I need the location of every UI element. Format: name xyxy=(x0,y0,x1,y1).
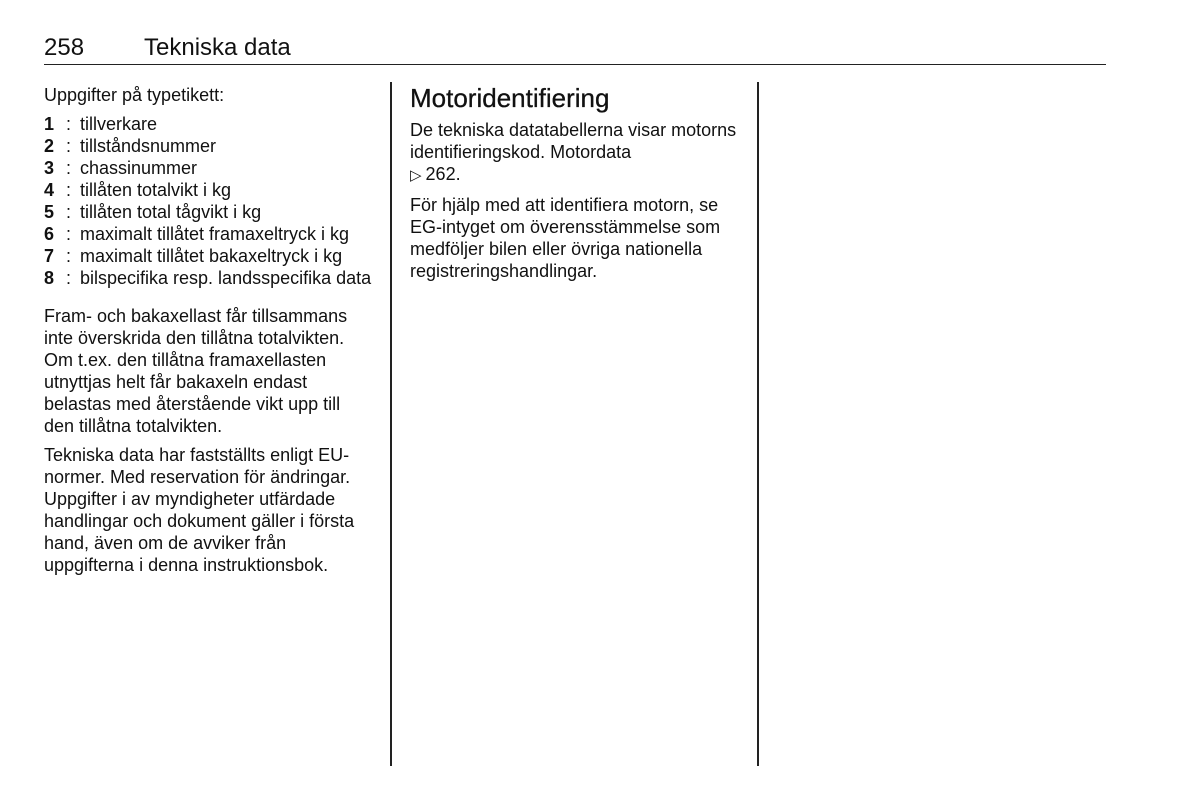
item-description: chassinummer xyxy=(80,158,198,178)
item-number: 7 xyxy=(44,246,55,266)
item-number: 2 xyxy=(44,136,55,156)
arrow-reference-icon: ▷ xyxy=(410,167,422,184)
item-separator: : xyxy=(66,268,72,288)
item-description: bilspecifika resp. landsspecifika data xyxy=(80,268,372,288)
label-item xyxy=(44,245,374,267)
item-description: tillverkare xyxy=(80,114,158,134)
eu-norms-paragraph: Tekniska data har fastställts enligt EU-normer. Med reservation för ändringar. Uppgifter i av myndigheter utfärdade handlingar och dokument gäller i första hand, även om de avviker från uppgifterna i denna instruktionsbok. xyxy=(44,445,355,575)
label-item xyxy=(44,201,374,223)
left-column xyxy=(44,84,374,583)
section-title: Tekniska data xyxy=(144,34,291,61)
item-description: maximalt tillåtet framaxeltryck i kg xyxy=(80,224,350,244)
item-number: 4 xyxy=(44,180,55,200)
item-number: 5 xyxy=(44,202,55,222)
item-number: 1 xyxy=(44,114,55,134)
item-separator: : xyxy=(66,180,72,200)
item-description: tillåten total tågvikt i kg xyxy=(80,202,262,222)
label-item xyxy=(44,135,374,157)
label-item xyxy=(44,223,374,245)
page-header xyxy=(44,34,1106,65)
label-item xyxy=(44,157,374,179)
item-number: 8 xyxy=(44,268,55,288)
page-number: 258 xyxy=(44,34,85,61)
item-separator: : xyxy=(66,246,72,266)
item-description: tillståndsnummer xyxy=(80,136,217,156)
item-separator: : xyxy=(66,158,72,178)
label-items-list xyxy=(44,113,374,289)
item-separator: : xyxy=(66,136,72,156)
reference-page[interactable]: 262. xyxy=(425,164,461,184)
item-separator: : xyxy=(66,224,72,244)
label-item xyxy=(44,113,374,135)
engine-data-paragraph xyxy=(410,119,746,187)
right-column xyxy=(410,83,746,289)
column-divider-right xyxy=(757,82,759,766)
engine-data-text: De tekniska datatabellerna visar motorns identifieringskod. Motordata xyxy=(410,120,737,162)
item-description: tillåten totalvikt i kg xyxy=(80,180,232,200)
section-heading: Motoridentifiering xyxy=(410,83,610,113)
item-number: 3 xyxy=(44,158,55,178)
column-divider-left xyxy=(390,82,392,766)
item-separator: : xyxy=(66,114,72,134)
label-item xyxy=(44,179,374,201)
item-description: maximalt tillåtet bakaxeltryck i kg xyxy=(80,246,343,266)
label-intro: Uppgifter på typetikett: xyxy=(44,85,225,105)
item-separator: : xyxy=(66,202,72,222)
label-item xyxy=(44,267,374,289)
item-number: 6 xyxy=(44,224,55,244)
axle-load-paragraph: Fram- och bakaxellast får tillsammans inte överskrida den tillåtna totalvikten. Om t.ex. den tillåtna framaxellasten utnyttjas helt får bakaxeln endast belastas med återstående vikt upp till den tillåtna totalvikten. xyxy=(44,306,348,436)
identification-paragraph: För hjälp med att identifiera motorn, se EG-intyget om överensstämmelse som medföljer bilen eller övriga nationella registreringshandlingar. xyxy=(410,195,721,281)
